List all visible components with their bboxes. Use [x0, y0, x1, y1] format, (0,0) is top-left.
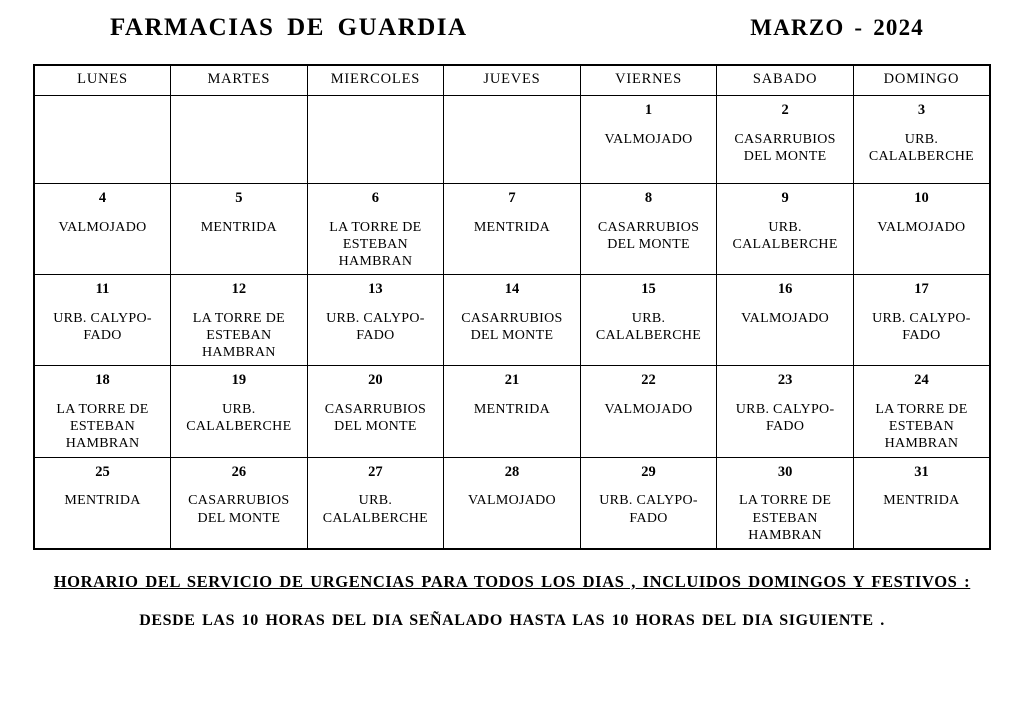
calendar-week-row [34, 275, 990, 366]
calendar-day-cell [717, 275, 854, 366]
calendar-day-cell [717, 96, 854, 184]
calendar-day-cell [444, 366, 581, 457]
day-number: 29 [641, 463, 656, 480]
pharmacy-name: URB. CALALBERCHE [868, 131, 975, 165]
pharmacy-name: CASARRUBIOS DEL MONTE [188, 493, 290, 526]
pharmacy-name: CASARRUBIOS DEL MONTE [597, 219, 700, 253]
day-number: 2 [781, 102, 789, 118]
day-number: 16 [777, 281, 793, 298]
day-number: 18 [95, 372, 110, 389]
day-number: 6 [371, 190, 380, 206]
footer-schedule-detail: DESDE LAS 10 HORAS DEL DIA SEÑALADO HASTA LAS 10 HORAS DEL DIA SIGUIENTE . [139, 611, 885, 629]
calendar-day-cell [717, 366, 854, 457]
pharmacy-name: VALMOJADO [877, 219, 966, 235]
weekday-header-tuesday: MARTES [171, 65, 308, 96]
weekday-header-sunday: DOMINGO [853, 65, 990, 96]
calendar-day-cell [580, 275, 717, 366]
calendar-day-cell [580, 366, 717, 457]
day-number: 24 [914, 372, 929, 389]
day-number: 25 [95, 463, 110, 480]
day-number: 8 [644, 190, 653, 206]
pharmacy-name: LA TORRE DE ESTEBAN HAMBRAN [192, 311, 285, 361]
calendar-day-cell-empty [34, 96, 171, 184]
day-number: 1 [644, 102, 653, 118]
day-number: 4 [98, 190, 107, 206]
day-number: 22 [641, 372, 656, 389]
pharmacy-name: LA TORRE DE ESTEBAN HAMBRAN [875, 402, 968, 452]
calendar-day-cell [171, 184, 308, 275]
pharmacy-name: VALMOJADO [604, 131, 693, 147]
pharmacy-name: URB. CALALBERCHE [732, 219, 838, 253]
pharmacy-name: URB. CALALBERCHE [186, 402, 292, 435]
calendar-week-row [34, 96, 990, 184]
pharmacy-name: VALMOJADO [467, 493, 556, 509]
calendar-day-cell [444, 184, 581, 275]
calendar-day-cell [34, 366, 171, 457]
calendar-day-cell-empty [171, 96, 308, 184]
pharmacy-name: LA TORRE DE ESTEBAN HAMBRAN [738, 493, 832, 543]
calendar-day-cell [171, 457, 308, 549]
calendar-day-cell [853, 184, 990, 275]
weekday-header-monday: LUNES [34, 65, 171, 96]
footer-schedule-heading: HORARIO DEL SERVICIO DE URGENCIAS PARA TODOS LOS DIAS , INCLUIDOS DOMINGOS Y FESTIVOS : [53, 571, 971, 591]
day-number: 13 [368, 281, 383, 298]
weekday-header-row [34, 65, 990, 96]
calendar-day-cell [580, 96, 717, 184]
pharmacy-name: URB. CALYPO-FADO [735, 402, 835, 435]
calendar-day-cell [717, 457, 854, 549]
pharmacy-name: VALMOJADO [741, 311, 830, 327]
pharmacy-name: LA TORRE DE ESTEBAN HAMBRAN [329, 219, 422, 270]
day-number: 23 [777, 372, 793, 389]
calendar-head [34, 65, 990, 96]
day-number: 5 [235, 190, 243, 206]
calendar-day-cell [34, 457, 171, 549]
day-number: 7 [508, 190, 516, 206]
guard-pharmacies-calendar [33, 64, 991, 550]
day-number: 10 [914, 190, 929, 206]
weekday-header-saturday: SABADO [717, 65, 854, 96]
calendar-day-cell [34, 275, 171, 366]
weekday-header-wednesday: MIERCOLES [307, 65, 444, 96]
calendar-day-cell [853, 457, 990, 549]
pharmacy-name: MENTRIDA [883, 493, 960, 509]
calendar-day-cell [580, 457, 717, 549]
pharmacy-name: CASARRUBIOS DEL MONTE [324, 402, 427, 435]
day-number: 26 [231, 463, 247, 480]
pharmacy-name: URB. CALYPO-FADO [53, 311, 152, 344]
pharmacy-name: URB. CALYPO-FADO [326, 311, 425, 344]
day-number: 19 [231, 372, 247, 389]
calendar-day-cell [307, 457, 444, 549]
page-footer [0, 572, 1024, 630]
calendar-day-cell [171, 275, 308, 366]
pharmacy-name: VALMOJADO [58, 219, 147, 235]
pharmacy-name: VALMOJADO [604, 402, 693, 418]
calendar-day-cell [853, 366, 990, 457]
calendar-day-cell-empty [307, 96, 444, 184]
day-number: 14 [504, 281, 520, 298]
day-number: 3 [917, 102, 926, 118]
calendar-day-cell [444, 457, 581, 549]
page-title: FARMACIAS DE GUARDIA [110, 14, 468, 41]
calendar-day-cell [34, 184, 171, 275]
pharmacy-name: URB. CALALBERCHE [322, 493, 428, 526]
day-number: 9 [781, 190, 789, 206]
pharmacy-name: URB. CALYPO-FADO [872, 311, 971, 344]
day-number: 15 [641, 281, 656, 298]
page-header [0, 0, 1024, 42]
calendar-day-cell-empty [444, 96, 581, 184]
pharmacy-name: URB. CALALBERCHE [595, 311, 702, 344]
calendar-day-cell [853, 275, 990, 366]
calendar-day-cell [444, 275, 581, 366]
calendar-week-row [34, 366, 990, 457]
weekday-header-friday: VIERNES [580, 65, 717, 96]
day-number: 27 [368, 463, 383, 480]
day-number: 28 [504, 463, 520, 480]
day-number: 30 [777, 463, 793, 480]
pharmacy-name: LA TORRE DE ESTEBAN HAMBRAN [56, 402, 149, 452]
month-year-label: MARZO - 2024 [750, 15, 924, 40]
calendar-day-cell [171, 366, 308, 457]
pharmacy-name: CASARRUBIOS DEL MONTE [734, 131, 836, 165]
pharmacy-name: CASARRUBIOS DEL MONTE [461, 311, 563, 344]
pharmacy-name: URB. CALYPO-FADO [599, 493, 698, 526]
day-number: 20 [368, 372, 383, 389]
pharmacy-name: MENTRIDA [64, 493, 141, 509]
pharmacy-name: MENTRIDA [473, 219, 551, 235]
day-number: 31 [914, 463, 929, 480]
day-number: 12 [231, 281, 247, 298]
calendar-week-row [34, 184, 990, 275]
day-number: 11 [95, 281, 110, 298]
calendar-body [34, 96, 990, 549]
day-number: 17 [914, 281, 929, 298]
calendar-container [33, 64, 991, 550]
calendar-day-cell [307, 275, 444, 366]
weekday-header-thursday: JUEVES [444, 65, 581, 96]
pharmacy-name: MENTRIDA [473, 402, 551, 418]
day-number: 21 [504, 372, 520, 389]
calendar-day-cell [717, 184, 854, 275]
calendar-day-cell [853, 96, 990, 184]
calendar-day-cell [307, 184, 444, 275]
pharmacy-name: MENTRIDA [200, 219, 277, 235]
calendar-day-cell [580, 184, 717, 275]
calendar-week-row [34, 457, 990, 549]
calendar-day-cell [307, 366, 444, 457]
